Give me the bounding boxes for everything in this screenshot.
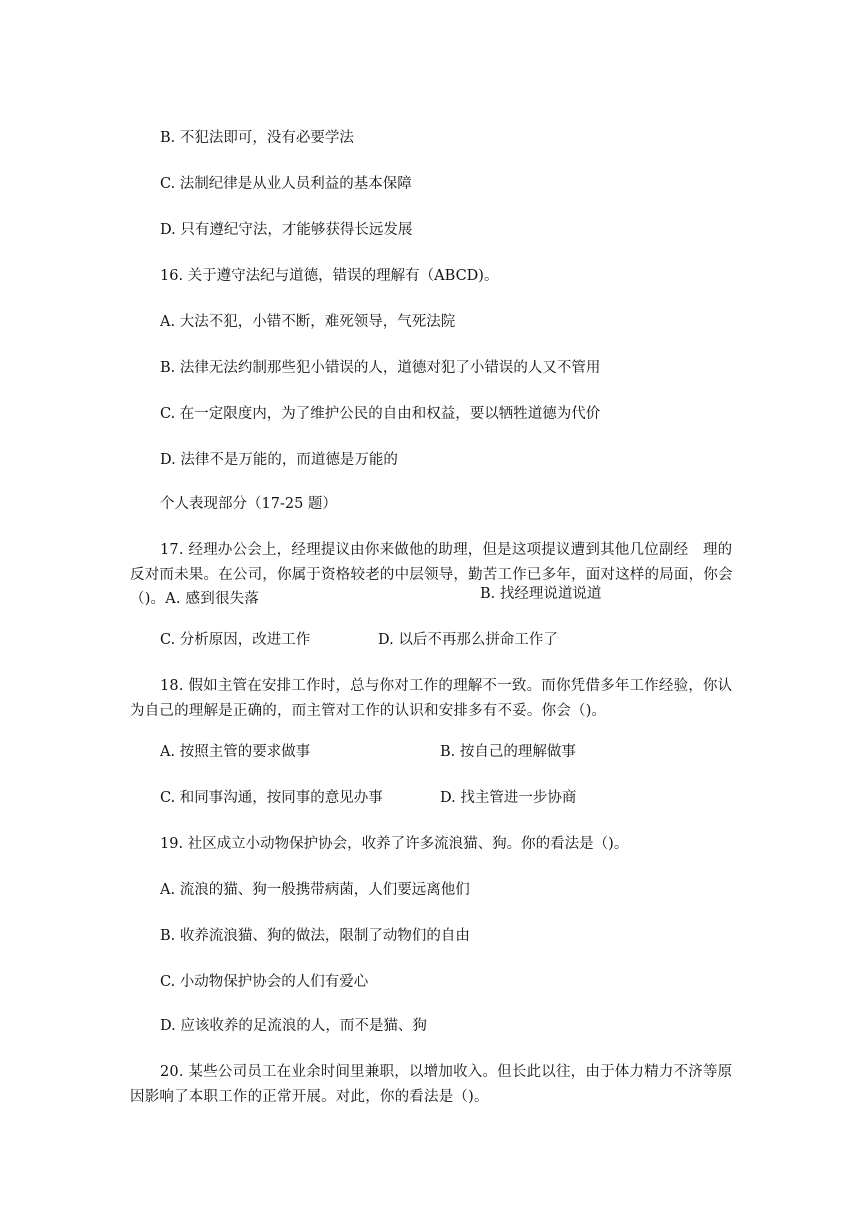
option-b-q15: B. 不犯法即可，没有必要学法	[160, 130, 354, 146]
option-d-q18: D. 找主管进一步协商	[440, 790, 577, 806]
option-b-q18: B. 按自己的理解做事	[440, 744, 576, 760]
question-16: 16. 关于遵守法纪与道德，错误的理解有（ABCD)。	[160, 268, 499, 284]
option-d-q19: D. 应该收养的足流浪的人，而不是猫、狗	[160, 1018, 427, 1034]
option-c-q15: C. 法制纪律是从业人员利益的基本保障	[160, 176, 412, 192]
section-heading: 个人表现部分（17-25 题）	[160, 496, 337, 512]
option-c-q19: C. 小动物保护协会的人们有爱心	[160, 974, 369, 990]
option-b-q16: B. 法律无法约制那些犯小错误的人，道德对犯了小错误的人又不管用	[160, 360, 601, 376]
option-b-q19: B. 收养流浪猫、狗的做法，限制了动物们的自由	[160, 928, 470, 944]
option-b-q17: B. 找经理说道说道	[480, 586, 602, 602]
option-a-q18: A. 按照主管的要求做事	[160, 744, 311, 760]
option-d-q15: D. 只有遵纪守法，才能够获得长远发展	[160, 222, 413, 238]
option-c-q18: C. 和同事沟通，按同事的意见办事	[160, 790, 383, 806]
option-a-q19: A. 流浪的猫、狗一般携带病菌，人们要远离他们	[160, 882, 470, 898]
option-d-q17: D. 以后不再那么拼命工作了	[378, 632, 558, 648]
question-17: 17. 经理办公会上，经理提议由你来做他的助理，但是这项提议遭到其他几位副经 理的反对而未果。在公司，你属于资格较老的中层领导，勤苦工作已多年，面对这样的局面，你会（)。A. 感到很失落	[130, 542, 733, 607]
option-a-q16: A. 大法不犯，小错不断，难死领导，气死法院	[160, 314, 456, 330]
question-19: 19. 社区成立小动物保护协会，收养了许多流浪猫、狗。你的看法是（)。	[160, 836, 629, 852]
option-c-q16: C. 在一定限度内，为了维护公民的自由和权益，要以牺牲道德为代价	[160, 406, 601, 422]
option-d-q16: D. 法律不是万能的，而道德是万能的	[160, 452, 398, 468]
option-c-q17: C. 分析原因，改进工作	[160, 632, 311, 648]
question-18: 18. 假如主管在安排工作时，总与你对工作的理解不一致。而你凭借多年工作经验，你认为自己的理解是正确的，而主管对工作的认识和安排多有不妥。你会（)。	[130, 678, 733, 719]
question-20: 20. 某些公司员工在业余时间里兼职，以增加收入。但长此以往，由于体力精力不济等原因影响了本职工作的正常开展。对此，你的看法是（)。	[130, 1064, 733, 1105]
